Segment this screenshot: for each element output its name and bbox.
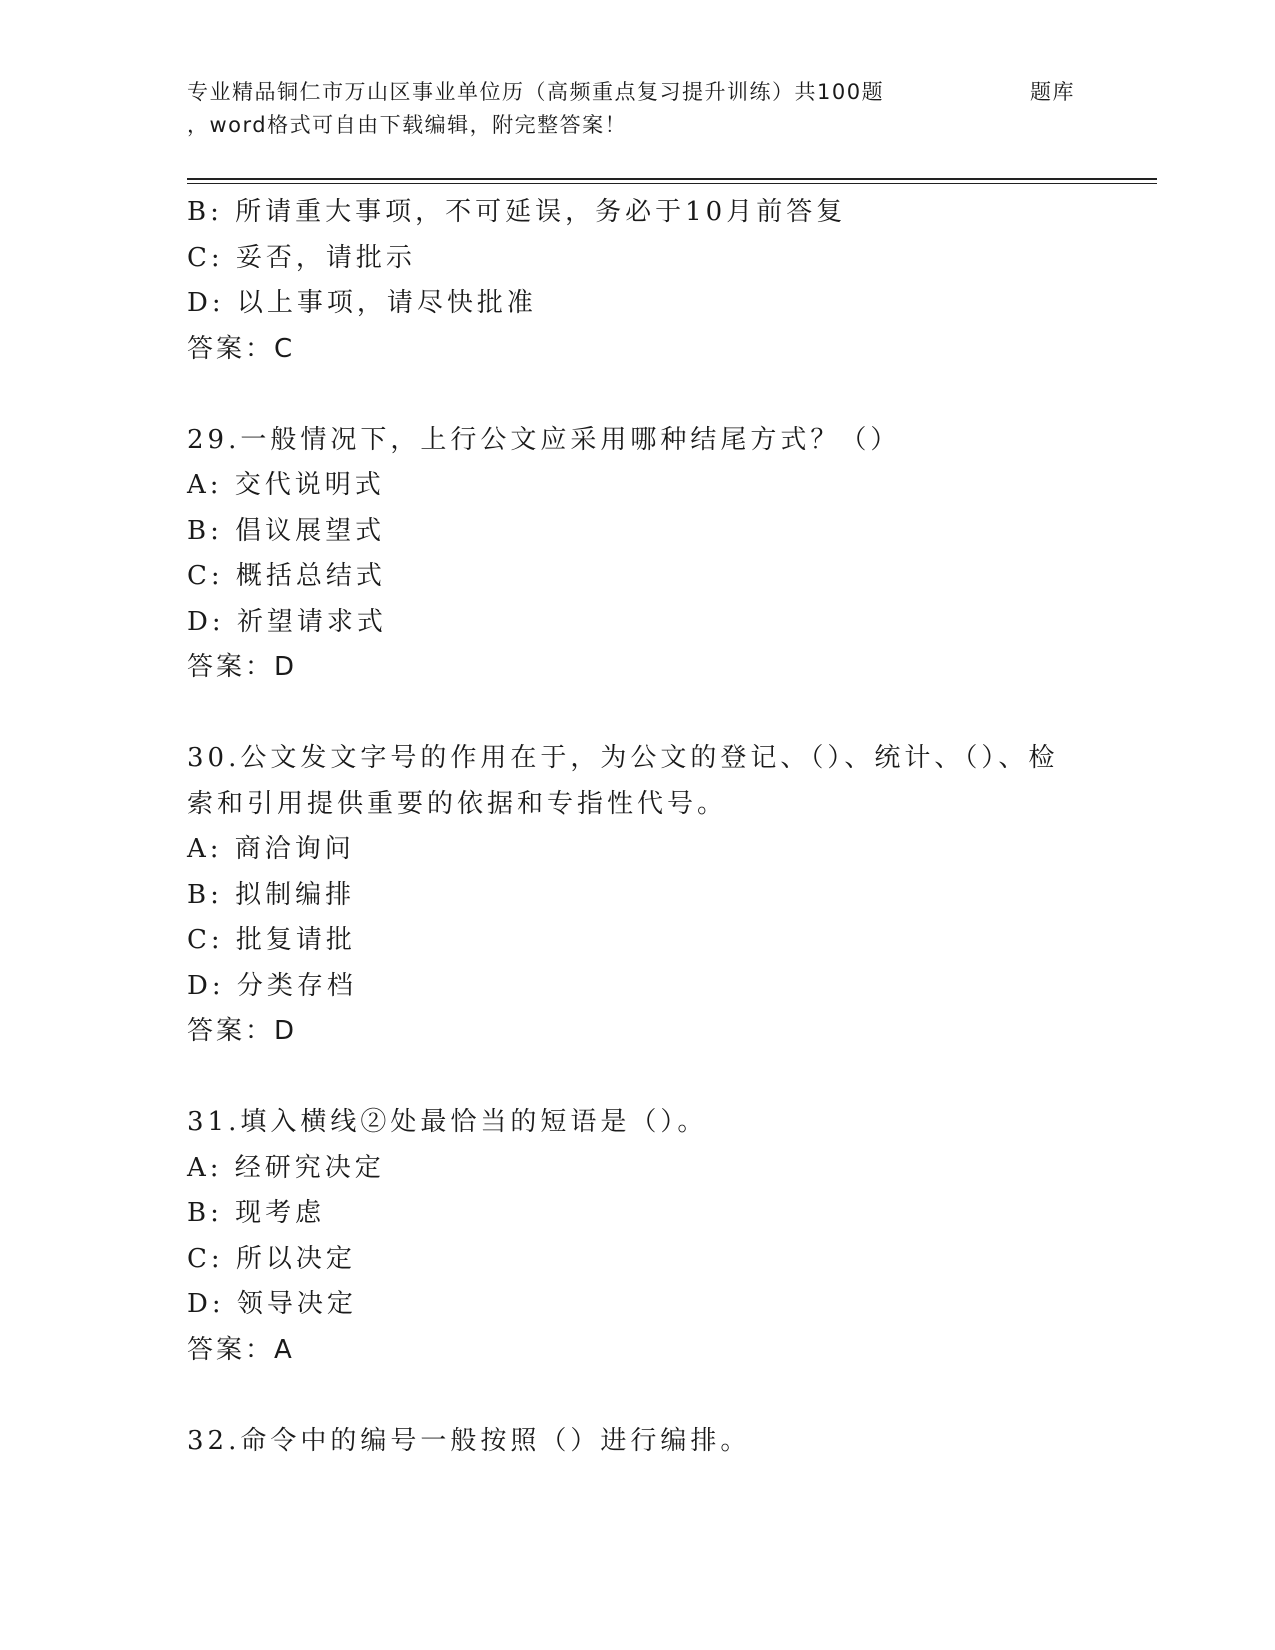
page-header [187, 72, 1157, 142]
question-32 [187, 1419, 1087, 1465]
document-subtitle: ，word格式可自由下载编辑，附完整答案！ [187, 113, 628, 137]
option-a: A: 经研究决定 [187, 1152, 385, 1183]
document-title: 专业精品铜仁市万山区事业单位历（高频重点复习提升训练）共100题 [187, 80, 885, 104]
question-30 [187, 736, 1087, 1055]
question-29 [187, 418, 1087, 691]
spacer [187, 1373, 1087, 1419]
option-a: A: 交代说明式 [187, 470, 385, 500]
option-c: C: 所以决定 [187, 1243, 356, 1274]
answer: 答案：C [187, 333, 296, 364]
header-divider [187, 178, 1157, 184]
spacer [187, 372, 1087, 418]
question-stem: 30.公文发文字号的作用在于，为公文的登记、（）、统计、（）、检 [187, 743, 1059, 773]
option-b: B: 所请重大事项，不可延误，务必于10月前答复 [187, 197, 847, 227]
question-31 [187, 1100, 1087, 1373]
answer: 答案：D [187, 652, 298, 682]
question-fragment [187, 190, 1087, 372]
option-d: D: 分类存档 [187, 970, 357, 1001]
question-list [187, 190, 1087, 1464]
option-d: D: 祈望请求式 [187, 606, 387, 637]
option-b: B: 拟制编排 [187, 879, 356, 910]
option-c: C: 批复请批 [187, 925, 356, 955]
option-b: B: 倡议展望式 [187, 515, 386, 546]
header-tag: 题库 [1030, 80, 1075, 104]
answer: 答案：A [187, 1334, 295, 1365]
answer: 答案：D [187, 1016, 298, 1046]
question-stem: 29.一般情况下，上行公文应采用哪种结尾方式？（） [187, 424, 901, 455]
option-a: A: 商洽询问 [187, 834, 355, 864]
question-stem: 31.填入横线②处最恰当的短语是（）。 [187, 1107, 708, 1137]
spacer [187, 1055, 1087, 1101]
spacer [187, 691, 1087, 737]
option-b: B: 现考虑 [187, 1198, 326, 1228]
question-stem: 32.命令中的编号一般按照（）进行编排。 [187, 1425, 751, 1456]
question-stem-continued: 索和引用提供重要的依据和专指性代号。 [187, 788, 728, 819]
option-d: D: 领导决定 [187, 1289, 357, 1319]
option-d: D: 以上事项，请尽快批准 [187, 288, 537, 318]
option-c: C: 妥否，请批示 [187, 242, 416, 273]
option-c: C: 概括总结式 [187, 561, 386, 591]
